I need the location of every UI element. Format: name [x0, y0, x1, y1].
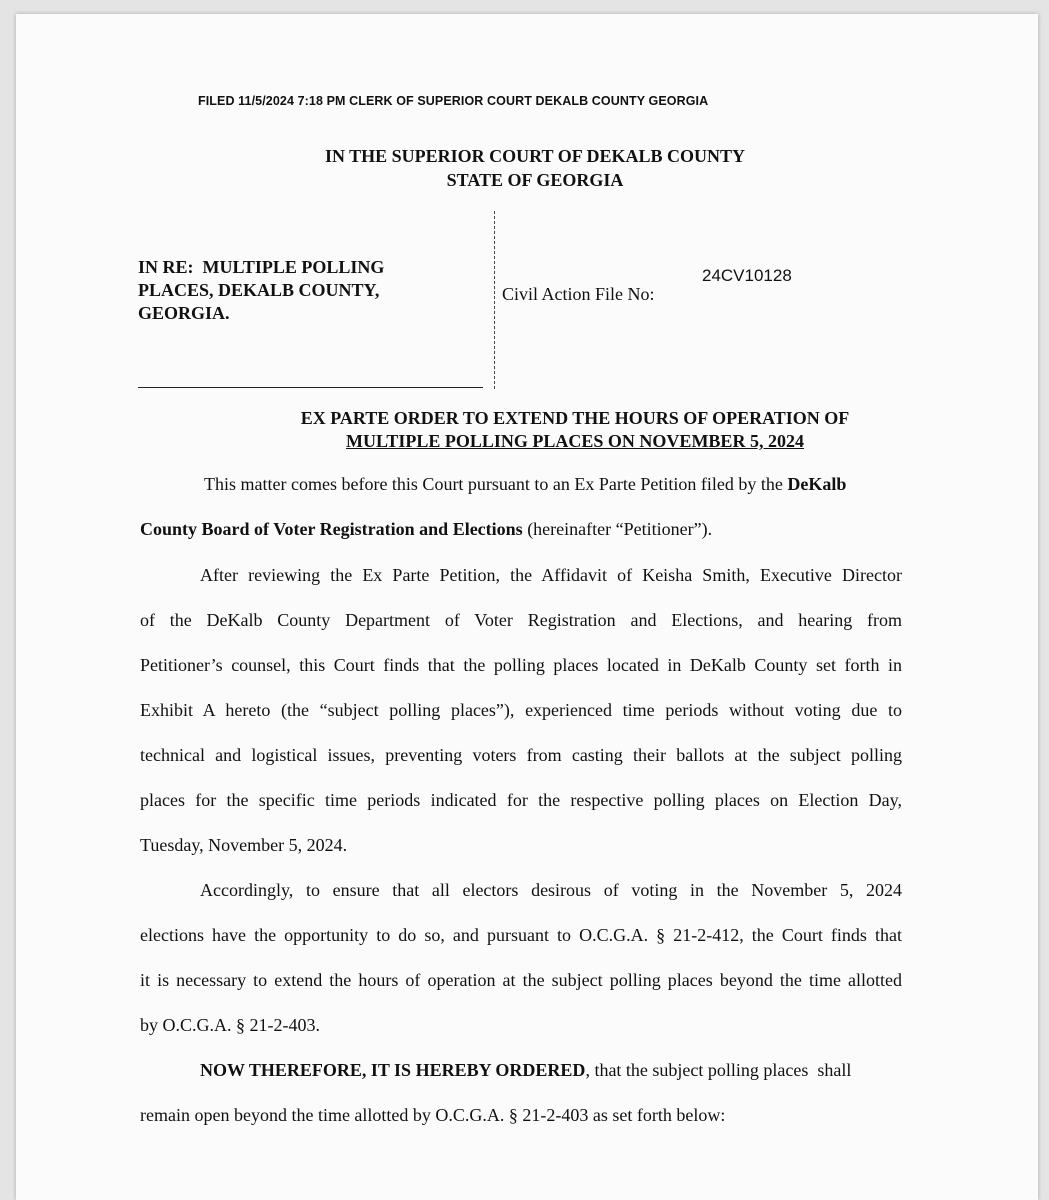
paragraph-1-line-1: [204, 474, 902, 495]
paragraph-2-line-3: Petitioner’s counsel, this Court finds that the polling places located in DeKalb County set forth in: [140, 655, 902, 675]
court-name: IN THE SUPERIOR COURT OF DEKALB COUNTY: [324, 146, 746, 166]
p1-text: This matter comes before this Court pursuant to an Ex Parte Petition filed by the: [204, 474, 788, 494]
paragraph-2-line-6: places for the specific time periods indicated for the respective polling places on Election Day,: [140, 790, 902, 810]
court-state: STATE OF GEORGIA: [446, 170, 624, 190]
caption-line-3: GEORGIA.: [138, 303, 230, 323]
caption-line-2: PLACES, DEKALB COUNTY,: [138, 280, 380, 300]
caption-divider: [494, 211, 495, 389]
caption-underline: [138, 387, 483, 388]
p1-bold: DeKalb: [787, 474, 847, 494]
paragraph-2-line-7: Tuesday, November 5, 2024.: [140, 835, 348, 855]
order-title-line-1: [16, 408, 1038, 429]
paragraph-2-line-1: After reviewing the Ex Parte Petition, the Affidavit of Keisha Smith, Executive Director: [200, 565, 902, 585]
p1-bold-board: County Board of Voter Registration and Elections: [140, 519, 523, 539]
paragraph-2-line-2: of the DeKalb County Department of Voter Registration and Elections, and hearing from: [140, 610, 902, 630]
paragraph-2-line-5: technical and logistical issues, preventing voters from casting their ballots at the subject polling: [140, 745, 902, 765]
paragraph-3-line-2: elections have the opportunity to do so, and pursuant to O.C.G.A. § 21-2-412, the Court finds that: [140, 925, 902, 945]
paragraph-3-line-1: Accordingly, to ensure that all electors desirous of voting in the November 5, 2024: [200, 880, 902, 900]
paragraph-2-line-4: Exhibit A hereto (the “subject polling places”), experienced time periods without voting due to: [140, 700, 902, 720]
order-title-text-2: MULTIPLE POLLING PLACES ON NOVEMBER 5, 2024: [346, 431, 804, 451]
paragraph-4-line-2: remain open beyond the time allotted by O.C.G.A. § 21-2-403 as set forth below:: [140, 1105, 726, 1125]
case-caption: [138, 256, 384, 325]
civil-action-label: Civil Action File No:: [502, 284, 655, 304]
paragraph-3-line-4: by O.C.G.A. § 21-2-403.: [140, 1015, 320, 1035]
paragraph-1-line-2: [140, 519, 902, 540]
paragraph-3-line-3: it is necessary to extend the hours of operation at the subject polling places beyond the time allotted: [140, 970, 902, 990]
filed-stamp: FILED 11/5/2024 7:18 PM CLERK OF SUPERIOR COURT DEKALB COUNTY GEORGIA: [198, 94, 709, 108]
caption-line-1: IN RE: MULTIPLE POLLING: [138, 257, 385, 277]
document-page: [16, 14, 1038, 1200]
order-title-line-2: [16, 431, 1038, 452]
order-title-text-1: EX PARTE ORDER TO EXTEND THE HOURS OF OPERATION OF: [300, 408, 850, 428]
civil-action-number: 24CV10128: [702, 266, 792, 285]
order-clause: NOW THEREFORE, IT IS HEREBY ORDERED: [200, 1060, 586, 1080]
p1-post: (hereinafter “Petitioner”).: [522, 519, 713, 539]
p4-post: , that the subject polling places shall: [585, 1060, 852, 1080]
paragraph-4-line-1: [200, 1060, 902, 1081]
